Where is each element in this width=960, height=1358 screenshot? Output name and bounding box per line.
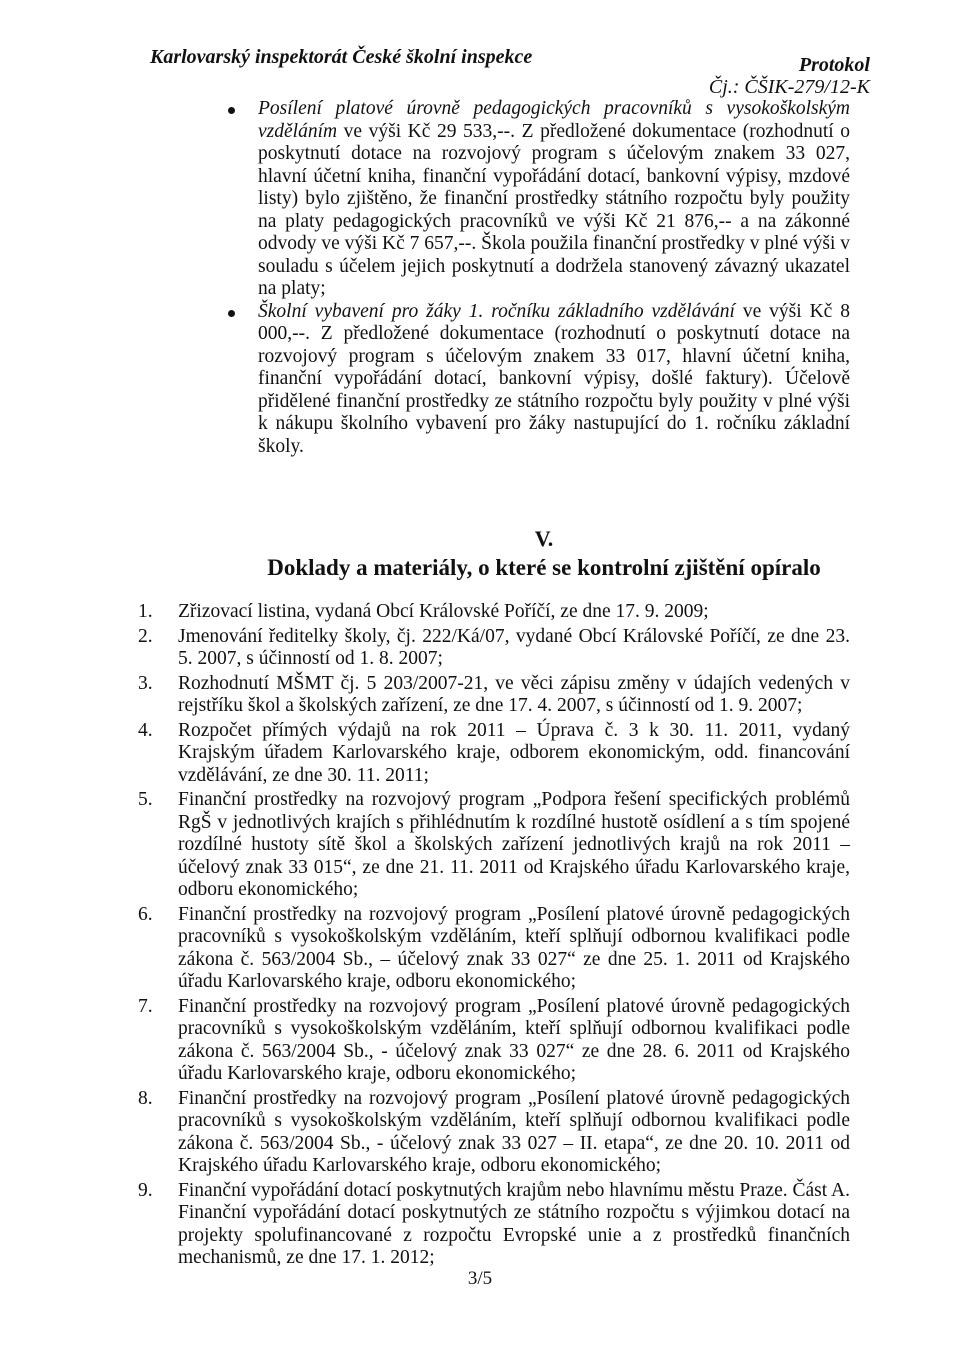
document-number: 1. [138,601,153,622]
main-content [138,98,850,1272]
document-text: Jmenování ředitelky školy, čj. 222/Ká/07, vydané Obcí Královské Poříčí, ze dne 23. 5. 2007, s účinností od 1. 8. 2007; [178,625,850,669]
finding-text: ve výši Kč 8 000,--. Z předložené dokumentace (rozhodnutí o poskytnutí dotace na rozvojový program s účelovým znakem 33 017, hlavní účetní kniha, finanční vypořádání dotací, bankovní výpisy, došlé faktury). Účelově přidělené finanční prostředky ze státního rozpočtu byly použity v plné výši k nákupu školního vybavení pro žáky nastupující do 1. ročníku základní školy. [258,300,850,457]
document-text: Finanční prostředky na rozvojový program „Podpora řešení specifických problémů RgŠ v jednotlivých krajích s přihlédnutím k rozdílné hustotě osídlení a s tím spojené rozdílné hustoty sítě škol a školských zařízení jednotlivých krajů na rok 2011 – účelový znak 33 015“, ze dne 21. 11. 2011 od Krajského úřadu Karlovarského kraje, odboru ekonomického; [178,789,850,900]
header-protocol [709,54,870,98]
document-item [138,995,850,1086]
document-item [138,1087,850,1178]
documents-list [138,601,850,1270]
document-number: 4. [138,719,153,741]
document-number: 9. [138,1179,153,1201]
section-title: Doklady a materiály, o které se kontrolní zjištění opíralo [267,554,821,580]
finding-item [160,98,850,301]
document-number: 6. [138,903,153,925]
document-number: 3. [138,672,153,694]
document-item [138,672,850,718]
document-item [138,719,850,788]
document-item [138,625,850,671]
header-institution: Karlovarský inspektorát České školní inspekce [150,46,533,68]
finding-text: ve výši Kč 29 533,--. Z předložené dokumentace (rozhodnutí o poskytnutí dotace na rozvojový program s účelovým znakem 33 027, hlavní účetní kniha, finanční vypořádání dotací, bankovní výpisy, mzdové listy) bylo zjištěno, že finanční prostředky státního rozpočtu byly použity na platy pedagogických pracovníků ve výši Kč 21 876,-- a na zákonné odvody ve výši Kč 7 657,--. Škola použila finanční prostředky v plné výši v souladu s účelem jejich poskytnutí a dodržela stanovený závazný ukazatel na platy; [258,120,850,299]
finding-program-name: Školní vybavení pro žáky 1. ročníku základního vzdělávání [258,300,735,322]
page-number: 3/5 [467,1268,493,1289]
bullet-icon [228,107,235,114]
document-text: Finanční prostředky na rozvojový program „Posílení platové úrovně pedagogických pracovníků s vysokoškolským vzděláním, kteří splňují odbornou kvalifikaci podle zákona č. 563/2004 Sb., – účelový znak 33 027“ ze dne 25. 1. 2011 od Krajského úřadu Karlovarského kraje, odboru ekonomického; [178,903,850,992]
header-reference-number: Čj.: ČŠIK-279/12-K [708,76,870,98]
document-text: Rozhodnutí MŠMT čj. 5 203/2007-21, ve věci zápisu změny v údajích vedených v rejstříku škol a školských zařízení, ze dne 17. 4. 2007, s účinností od 1. 9. 2007; [178,672,850,716]
document-text: Finanční vypořádání dotací poskytnutých krajům nebo hlavnímu městu Praze. Část A. Finanční vypořádání dotací poskytnutých ze státního rozpočtu s výjimkou dotací na projekty spolufinancované z rozpočtu Evropské unie a z prostředků finančních mechanismů, ze dne 17. 1. 2012; [178,1179,850,1268]
document-number: 7. [138,995,153,1017]
document-item [138,601,850,624]
document-text: Finanční prostředky na rozvojový program „Posílení platové úrovně pedagogických pracovníků s vysokoškolským vzděláním, kteří splňují odbornou kvalifikaci podle zákona č. 563/2004 Sb., - účelový znak 33 027 – II. etapa“, ze dne 20. 10. 2011 od Krajského úřadu Karlovarského kraje, odboru ekonomického; [178,1087,850,1176]
bullet-icon [228,310,235,317]
document-item [138,903,850,994]
header-protocol-title: Protokol [798,54,870,76]
finding-item [160,301,850,459]
section-number: V. [534,526,554,551]
document-number: 8. [138,1087,153,1109]
document-text: Finanční prostředky na rozvojový program „Posílení platové úrovně pedagogických pracovníků s vysokoškolským vzděláním, kteří splňují odbornou kvalifikaci podle zákona č. 563/2004 Sb., - účelový znak 33 027“ ze dne 28. 6. 2011 od Krajského úřadu Karlovarského kraje, odboru ekonomického; [178,995,850,1084]
document-text: Zřizovací listina, vydaná Obcí Královské Poříčí, ze dne 17. 9. 2009; [178,601,709,622]
document-number: 2. [138,625,153,647]
document-item [138,789,850,902]
findings-list [160,98,850,458]
finding-program-name: Posílení platové úrovně pedagogických pracovníků s vysokoškolským vzděláním [258,98,850,142]
document-item [138,1179,850,1270]
document-number: 5. [138,789,153,810]
document-text: Rozpočet přímých výdajů na rok 2011 – Úprava č. 3 k 30. 11. 2011, vydaný Krajským úřadem Karlovarského kraje, odborem ekonomickým, odd. financování vzdělávání, ze dne 30. 11. 2011; [178,719,850,786]
